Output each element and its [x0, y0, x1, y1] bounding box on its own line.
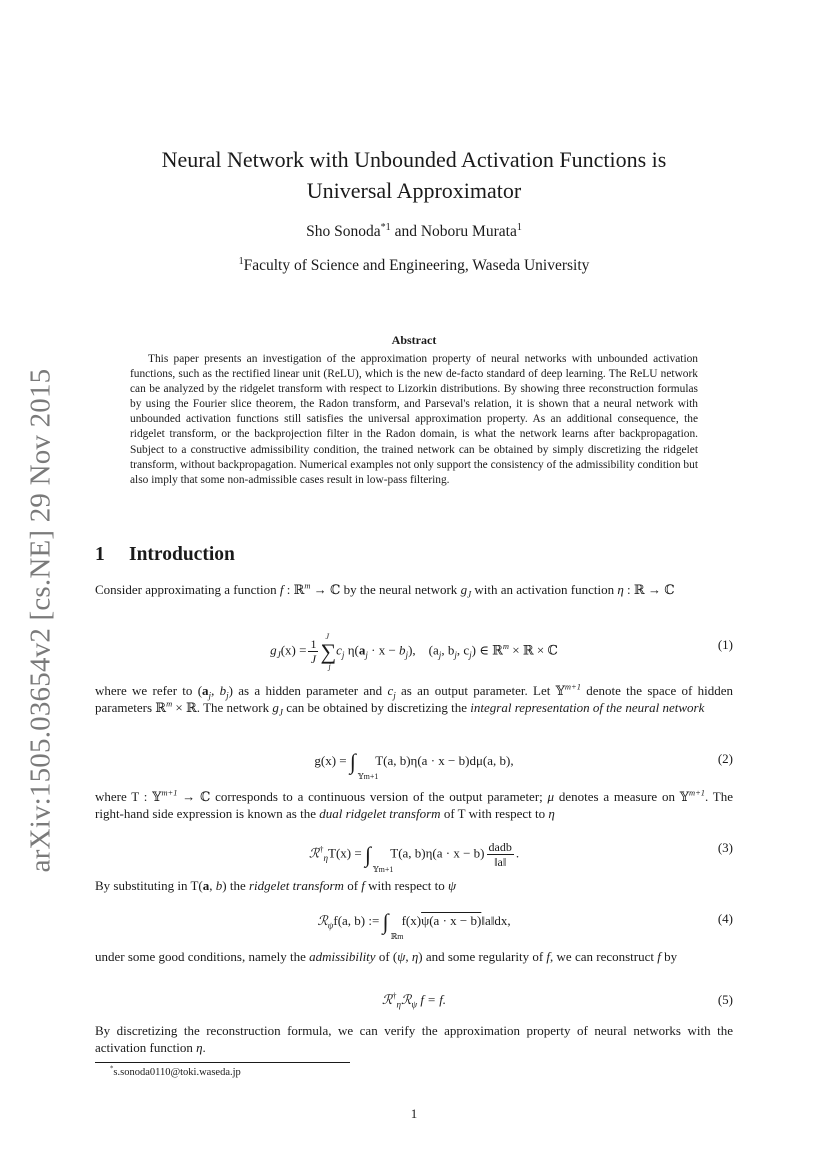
intro-paragraph-1: Consider approximating a function f : ℝ$^m$ → ℂ by the neural network $g_J$ with an activation function η : ℝ → ℂ — [95, 580, 675, 600]
equation-5 — [95, 992, 733, 1016]
footnote-mark: * — [110, 1065, 114, 1073]
integral-symbol: ∫ ℝm — [382, 909, 404, 941]
intro-paragraph-5: under some good conditions, namely the admissibility of (ψ, η) and some regularity of f, we can reconstruct f by — [95, 949, 678, 964]
equation-1-formula: $g_J(x)$ = $\frac{1}{J}$ J ∑ j $c_j$ $\eta(a_j \cdot x - b_j)$, ($a_j$, $b_j$, $c_j$) ∈ ℝ$^m$ × ℝ × ℂ — [270, 631, 558, 671]
equation-3-formula: ℛ†$_\eta$T(x) = ∫ 𝕐m+1 T(a, b)η(a · x − b) $\frac{\text{dadb}}{‖a‖}$ . — [308, 840, 520, 874]
equation-5-formula: ℛ†$_\eta$ℛ$_\psi$ f = f. — [381, 990, 447, 1010]
footnote-divider — [95, 1062, 350, 1063]
section-title: Introduction — [129, 544, 235, 565]
equation-5-number: (5) — [717, 992, 733, 1007]
title-line-2: Universal Approximator — [306, 178, 522, 203]
equation-1 — [95, 631, 733, 671]
author-2-mark: 1 — [516, 221, 522, 233]
arxiv-identifier: arXiv:1505.03654v2 [cs.NE] 29 Nov 2015 — [24, 368, 57, 872]
integral-symbol: ∫ 𝕐m+1 — [364, 841, 394, 874]
footnote-email: s.sonoda0110@toki.waseda.jp — [113, 1067, 241, 1078]
arxiv-sidebar-stamp — [16, 360, 66, 880]
equation-2-number: (2) — [717, 751, 733, 766]
summation-symbol: J ∑ j — [320, 631, 337, 671]
intro-paragraph-6: By discretizing the reconstruction formula, we can verify the approximation property of neural networks with the activation function η. — [95, 1023, 733, 1055]
affiliation — [95, 257, 733, 275]
equation-4-formula: ℛ$_\psi$f(a, b) := ∫ ℝm f(x)ψ(a · x − b)‖a‖dx, — [317, 909, 511, 941]
equation-3-fraction: $\frac{\text{dadb}}{‖a‖}$ — [488, 840, 512, 869]
author-conjunction: and — [390, 223, 421, 240]
equation-2 — [95, 749, 733, 781]
section-number: 1 — [95, 544, 105, 565]
equation-2-formula: g(x) = ∫ 𝕐m+1 T(a, b)η(a · x − b)dμ(a, b), — [314, 749, 514, 781]
equation-4 — [95, 909, 733, 941]
intro-paragraph-2: where we refer to ($a_j$, $b_j$) as a hidden parameter and $c_j$ as an output parameter. Let 𝕐$^{m+1}$ denote the space of hidden parameters ℝ$^m$ × ℝ. The network $g_J$ can be obtained by discretizing the integral representation of the neural network — [95, 681, 734, 718]
author-2: Noboru Murata — [420, 223, 517, 240]
paper-title — [95, 144, 733, 206]
author-1-mark: *1 — [380, 221, 391, 233]
affiliation-text: Faculty of Science and Engineering, Waseda University — [243, 257, 590, 274]
equation-3 — [95, 840, 733, 874]
page-number: 1 — [410, 1106, 418, 1121]
intro-paragraph-4: By substituting in T(a, b) the ridgelet transform of f with respect to ψ — [95, 878, 457, 893]
equation-3-number: (3) — [717, 840, 733, 855]
title-line-1: Neural Network with Unbounded Activation Functions is — [161, 147, 667, 172]
equation-1-number: (1) — [717, 637, 733, 652]
equation-1-fraction: $\frac{1}{J}$ — [310, 637, 317, 666]
affiliation-mark: 1 — [238, 255, 244, 267]
abstract-heading: Abstract — [391, 333, 437, 347]
footnote — [110, 1067, 241, 1078]
abstract-text: This paper presents an investigation of the approximation property of neural networks with unbounded activation functions, such as the rectified linear unit (ReLU), which is the new de-facto standard of deep learning. The ReLU network can be analyzed by the ridgelet transform with respect to Lizorkin distributions. By showing three reconstruction formulas by using the Fourier slice theorem, the Radon transform, and Parseval's relation, it is shown that a neural network with unbounded activation functions still satisfies the universal approximation property. As an additional consequence, the ridgelet transform, or the backprojection filter in the Radon domain, is what the network learns after backpropagation. Subject to a constructive admissibility condition, the trained network can be obtained by simply discretizing the ridgelet transform, without backpropagation. Numerical examples not only support the consistency of the admissibility condition but also imply that some non-admissible cases result in low-pass filtering. — [130, 353, 698, 486]
author-1: Sho Sonoda — [306, 223, 381, 240]
integral-symbol: ∫ 𝕐m+1 — [349, 749, 379, 781]
section-heading — [95, 544, 235, 566]
author-list — [95, 223, 733, 241]
intro-paragraph-3: where T : 𝕐$^{m+1}$ → ℂ corresponds to a continuous version of the output parameter; μ denotes a measure on 𝕐$^{m+1}$. The right-hand side expression is known as the dual ridgelet transform of T with respect to η — [95, 787, 734, 821]
equation-4-number: (4) — [717, 911, 733, 926]
